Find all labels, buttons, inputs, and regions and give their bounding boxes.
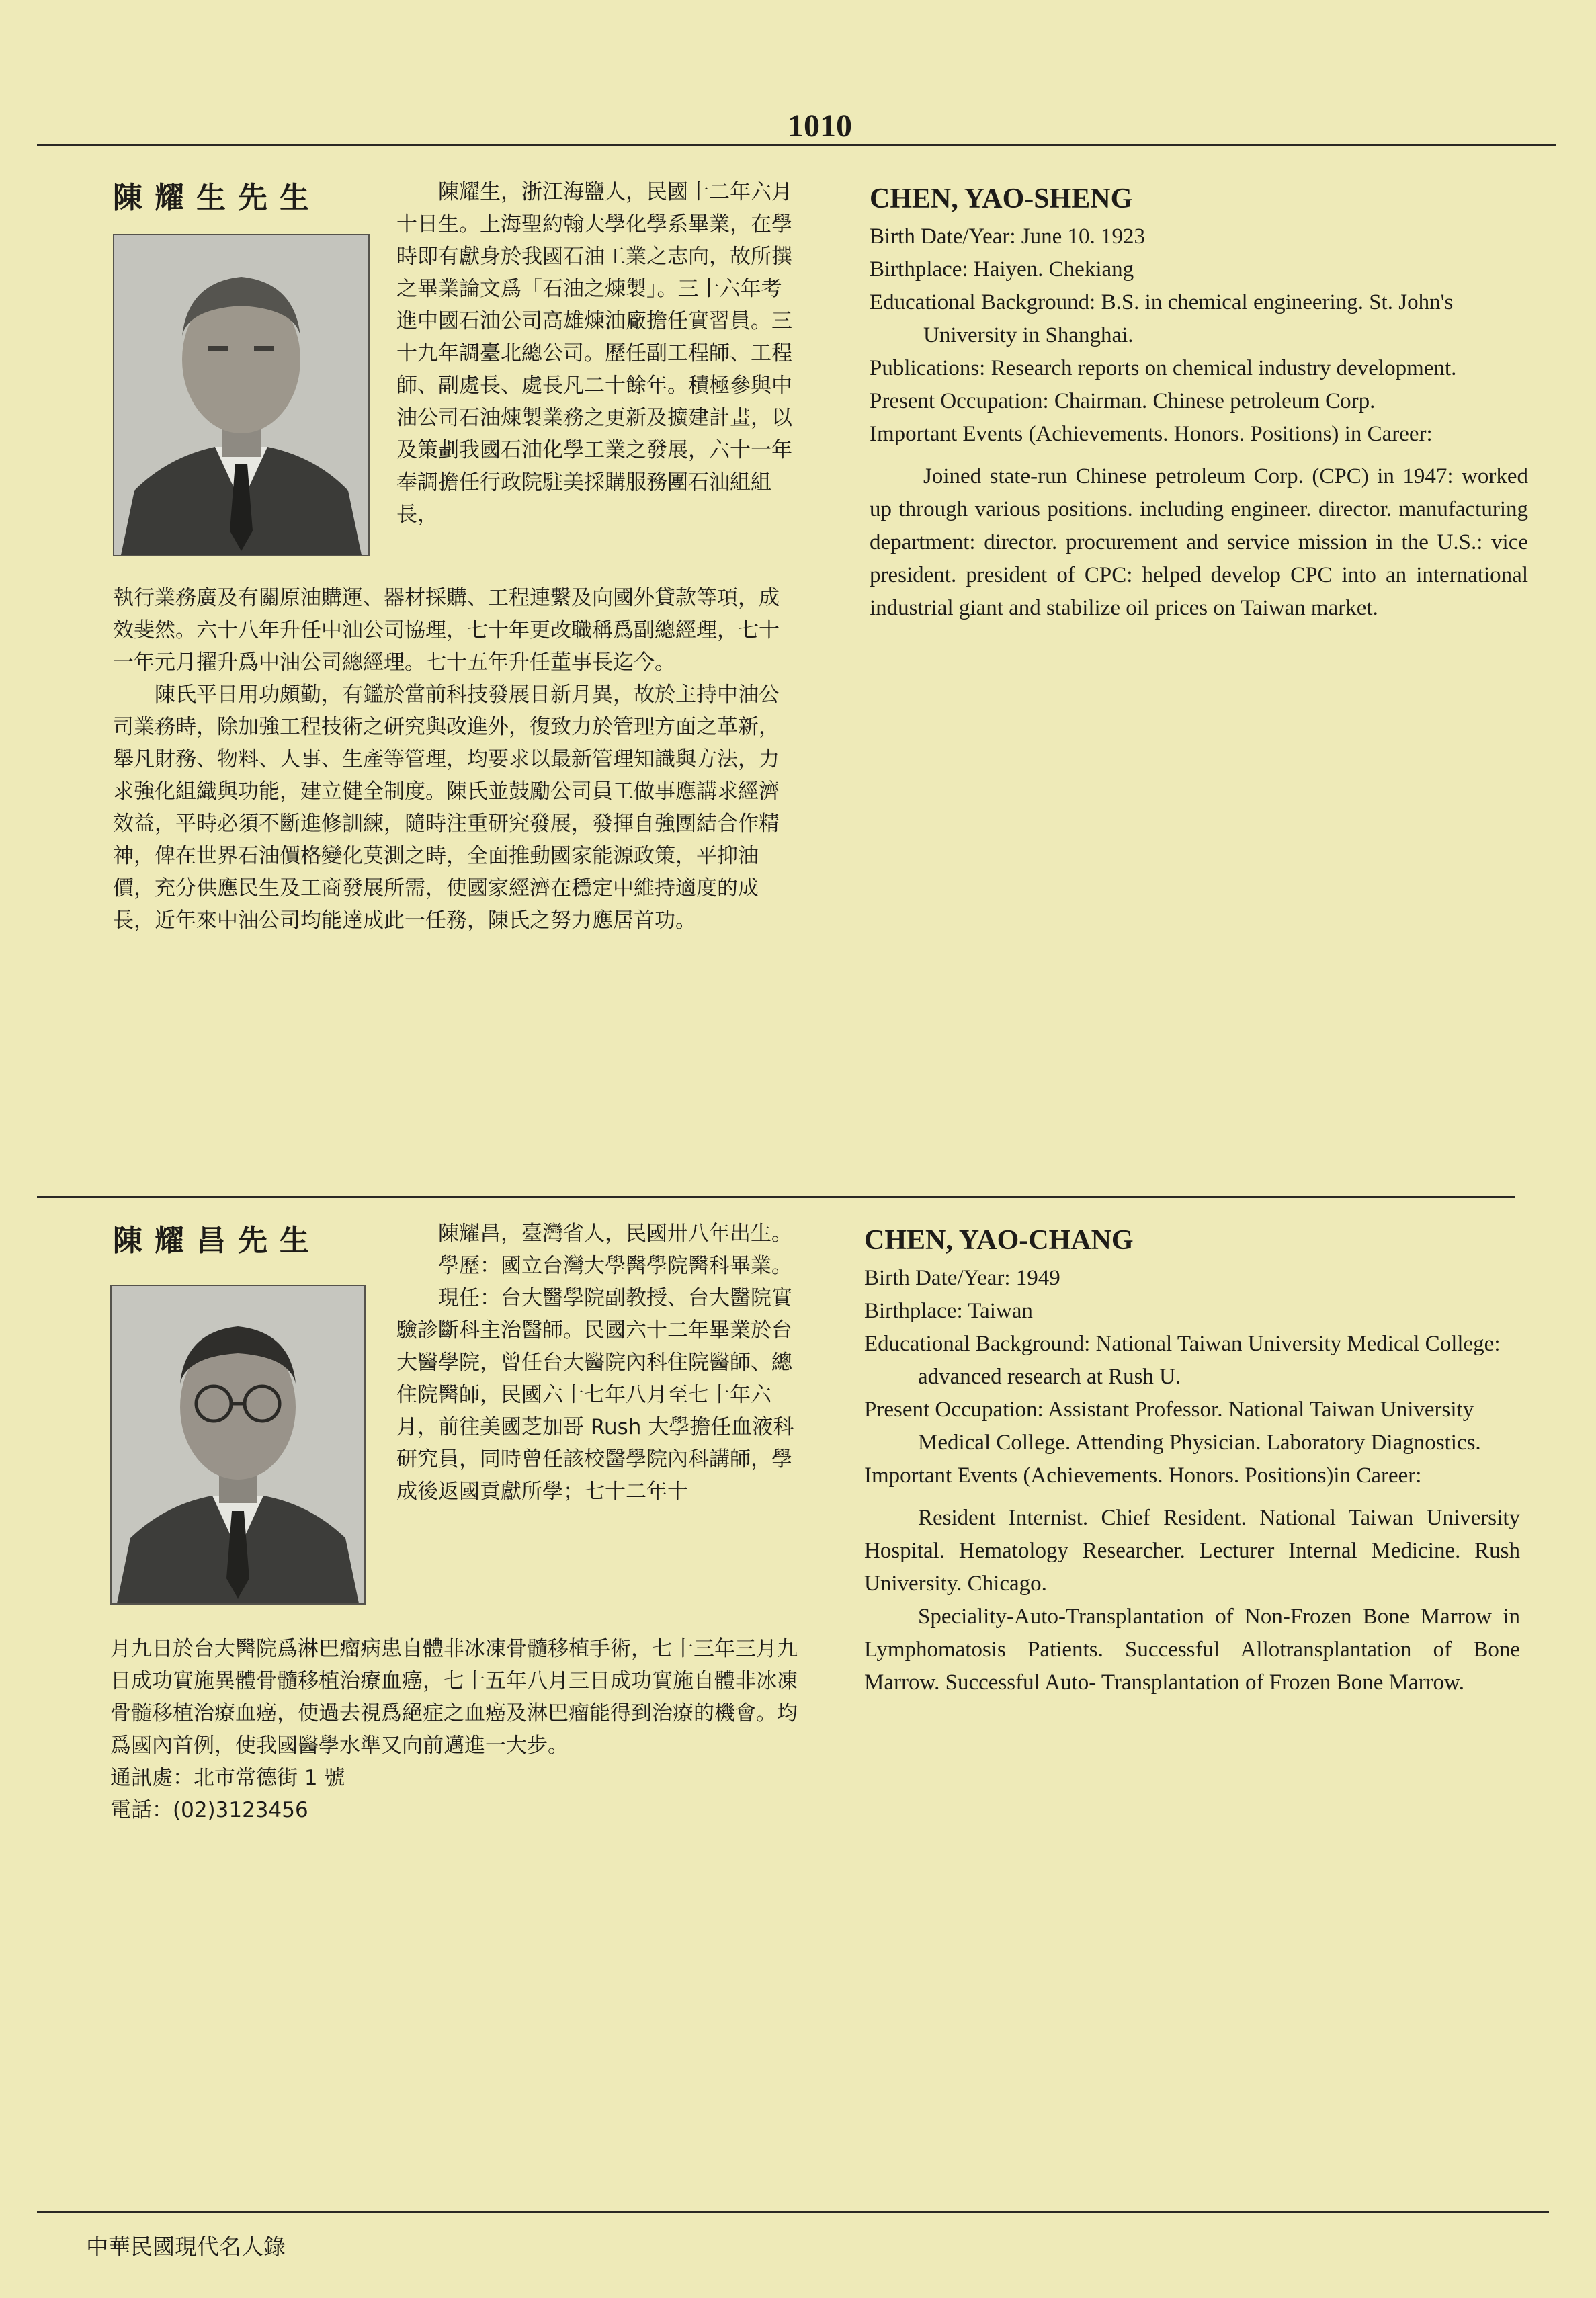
entry-2-zh-para-2: 學歷：國立台灣大學醫學院醫科畢業。 xyxy=(438,1254,792,1278)
entry-1-zh-bio-bottom xyxy=(113,582,800,937)
entry-2-en-bio xyxy=(864,1220,1520,1699)
entry-2-zh-para-3: 現任：台大醫學院副教授、台大醫院實驗診斷科主治醫師。民國六十二年畢業於台大醫學院，曾任台大醫院內科住院醫師、總住院醫師，民國六十七年八月至七十年六月，前往美國芝加哥 Rush 大學擔任血液科研究員，同時曾任該校醫學院內科講師，學成後返國貢獻所學；七十二年十 xyxy=(396,1286,794,1504)
entry-2-address: 通訊處：北市常德街 1 號 xyxy=(110,1766,345,1790)
entry-2-en-name: CHEN, YAO-CHANG xyxy=(864,1225,1134,1256)
entry-1-birth-date: Birth Date/Year: June 10. 1923 xyxy=(870,224,1146,249)
page-number: 1010 xyxy=(788,108,852,144)
entry-1-occupation: Present Occupation: Chairman. Chinese petroleum Corp. xyxy=(870,389,1376,413)
entry-2-zh-name: 陳耀昌先生 xyxy=(113,1224,321,1258)
entry-1-education: Educational Background: B.S. in chemical engineering. St. John's University in Shanghai. xyxy=(870,290,1454,347)
entry-1-zh-para-1: 陳耀生，浙江海鹽人，民國十二年六月十日生。上海聖約翰大學化學系畢業，在學時即有獻身於我國石油工業之志向，故所撰之畢業論文爲「石油之煉製」。三十六年考進中國石油公司高雄煉油廠擔任實習員。三十九年調臺北總公司。歷任副工程師、工程師、副處長、處長凡二十餘年。積極參與中油公司石油煉製業務之更新及擴建計畫，以及策劃我國石油化學工業之發展，六十一年奉調擔任行政院駐美採購服務團石油組組長， xyxy=(396,180,792,527)
entry-1-events-text: Joined state-run Chinese petroleum Corp. (CPC) in 1947: worked up through various positions. including engineer. director. manufacturing department: director. procurement and service mission in the U.S.: vice president. president of CPC: helped develop CPC into an international industrial giant and stabilize oil prices on Taiwan market. xyxy=(870,464,1528,620)
entry-1-zh-bio-top xyxy=(396,176,800,531)
entry-2-birthplace: Birthplace: Taiwan xyxy=(864,1299,1033,1323)
entry-2-zh-para-1: 陳耀昌，臺灣省人，民國卅八年出生。 xyxy=(438,1222,792,1246)
footer-book-title: 中華民國現代名人錄 xyxy=(86,2233,286,2260)
entry-2-birth-date: Birth Date/Year: 1949 xyxy=(864,1266,1060,1290)
entry-1-en-name: CHEN, YAO-SHENG xyxy=(870,183,1133,214)
entry-2-events-text-1: Resident Internist. Chief Resident. National Taiwan University Hospital. Hematology Researcher. Lecturer Internal Medicine. Rush University. Chicago. xyxy=(864,1506,1520,1596)
entry-2-education: Educational Background: National Taiwan University Medical College: advanced research at Rush U. xyxy=(864,1332,1501,1389)
entry-2-phone: 電話：(02)3123456 xyxy=(110,1798,308,1822)
header-rule xyxy=(37,144,1556,146)
entry-2-events-text-2: Speciality-Auto-Transplantation of Non-Frozen Bone Marrow in Lymphomatosis Patients. Successful Allotransplantation of Bone Marrow. Successful Auto- Transplantation of Frozen Bone Marrow. xyxy=(864,1605,1520,1695)
entry-2-events-heading: Important Events (Achievements. Honors. Positions)in Career: xyxy=(864,1463,1422,1488)
entry-1-zh-name: 陳耀生先生 xyxy=(113,181,321,215)
entry-2-zh-bio-top xyxy=(396,1218,800,1508)
section-divider xyxy=(37,1196,1515,1198)
entry-1-zh-para-3: 陳氏平日用功頗勤，有鑑於當前科技發展日新月異，故於主持中油公司業務時，除加強工程技術之研究與改進外，復致力於管理方面之革新，舉凡財務、物料、人事、生產等管理，均要求以最新管理知識與方法，力求強化組織與功能，建立健全制度。陳氏並鼓勵公司員工做事應講求經濟效益，平時必須不斷進修訓練，隨時注重研究發展，發揮自強團結合作精神，俾在世界石油價格變化莫測之時，全面推動國家能源政策，平抑油價，充分供應民生及工商發展所需，使國家經濟在穩定中維持適度的成長，近年來中油公司均能達成此一任務，陳氏之努力應居首功。 xyxy=(113,683,780,933)
entry-2-portrait-photo xyxy=(110,1285,366,1605)
entry-1-publications: Publications: Research reports on chemical industry development. xyxy=(870,356,1457,380)
entry-1-en-bio xyxy=(870,179,1528,625)
footer-rule xyxy=(37,2211,1549,2213)
entry-2-zh-bio-bottom xyxy=(110,1633,800,1826)
entry-1-zh-para-2: 執行業務廣及有關原油購運、器材採購、工程連繫及向國外貸款等項，成效斐然。六十八年升任中油公司協理，七十年更改職稱爲副總經理，七十一年元月擢升爲中油公司總經理。七十五年升任董事長迄今。 xyxy=(113,586,780,675)
entry-2-occupation: Present Occupation: Assistant Professor. National Taiwan University Medical College. Attending Physician. Laboratory Diagnostics. xyxy=(864,1398,1481,1455)
entry-1-events-heading: Important Events (Achievements. Honors. Positions) in Career: xyxy=(870,422,1433,446)
entry-1-portrait-photo xyxy=(113,234,370,556)
entry-1-birthplace: Birthplace: Haiyen. Chekiang xyxy=(870,257,1134,282)
entry-2-zh-para-4: 月九日於台大醫院爲淋巴瘤病患自體非冰凍骨髓移植手術，七十三年三月九日成功實施異體骨髓移植治療血癌，七十五年八月三日成功實施自體非冰凍骨髓移植治療血癌，使過去視爲絕症之血癌及淋巴瘤能得到治療的機會。均爲國內首例，使我國醫學水準又向前邁進一大步。 xyxy=(110,1637,798,1758)
